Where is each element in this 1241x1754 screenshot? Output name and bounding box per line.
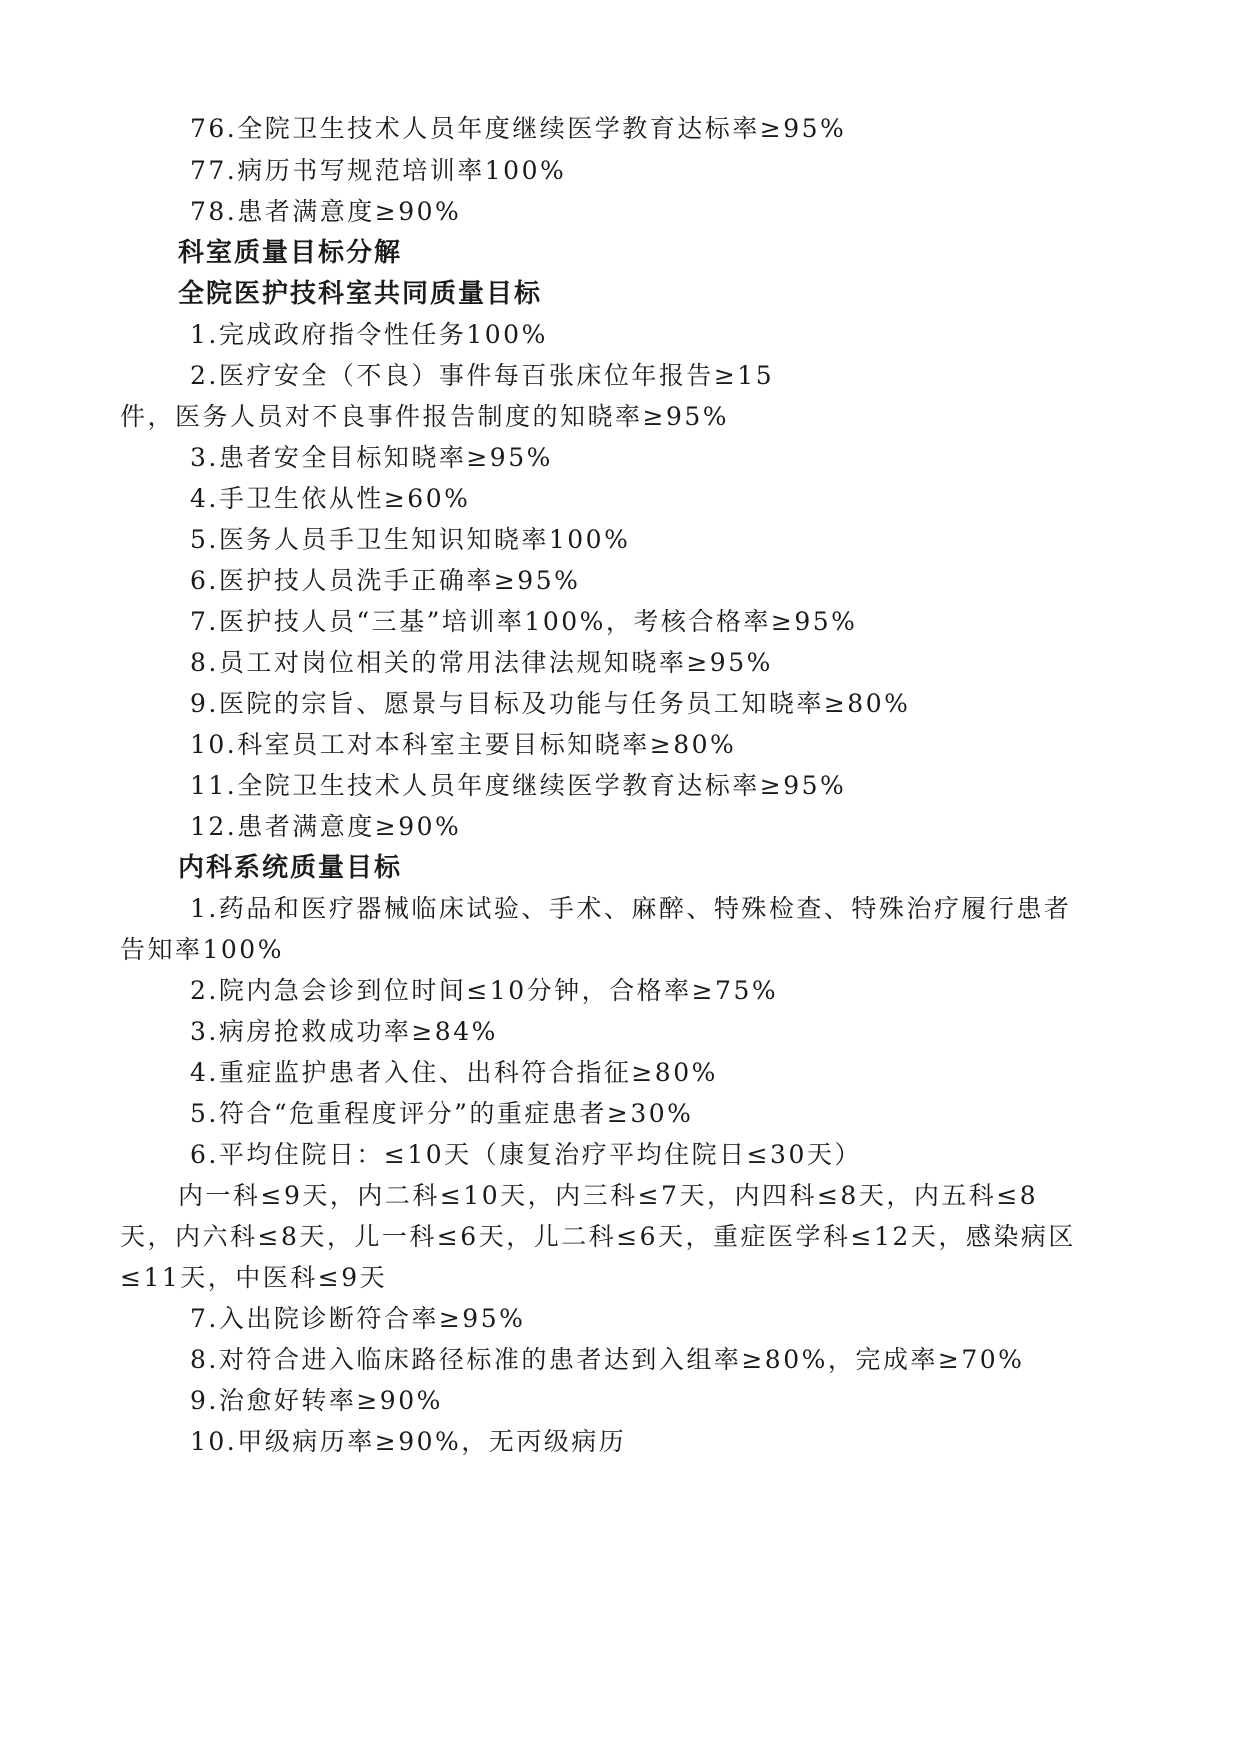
item-78: 78.患者满意度≥90%: [190, 197, 462, 226]
section-heading-internal-medicine: 内科系统质量目标: [178, 853, 403, 883]
internal-item-7: 7.入出院诊断符合率≥95%: [190, 1304, 526, 1333]
section-heading-common-goals: 全院医护技科室共同质量目标: [178, 279, 543, 309]
common-item-6: 6.医护技人员洗手正确率≥95%: [190, 566, 581, 595]
internal-item-1: 1.药品和医疗器械临床试验、手术、麻醉、特殊检查、特殊治疗履行患者: [190, 894, 1072, 923]
common-item-2-cont: 件，医务人员对不良事件报告制度的知晓率≥95%: [120, 402, 730, 431]
internal-item-1-cont: 告知率100%: [120, 935, 284, 964]
common-item-5: 5.医务人员手卫生知识知晓率100%: [190, 525, 631, 554]
common-item-3: 3.患者安全目标知晓率≥95%: [190, 443, 553, 472]
common-item-2: 2.医疗安全（不良）事件每百张床位年报告≥15: [190, 361, 775, 390]
internal-item-6-detail: 内一科≤9天，内二科≤10天，内三科≤7天，内四科≤8天，内五科≤8: [178, 1181, 1039, 1210]
item-77: 77.病历书写规范培训率100%: [190, 156, 567, 185]
internal-item-4: 4.重症监护患者入住、出科符合指征≥80%: [190, 1058, 718, 1087]
internal-item-10: 10.甲级病历率≥90%，无丙级病历: [190, 1427, 627, 1456]
common-item-10: 10.科室员工对本科室主要目标知晓率≥80%: [190, 730, 737, 759]
internal-item-5: 5.符合“危重程度评分”的重症患者≥30%: [190, 1099, 694, 1128]
section-heading-department-goals: 科室质量目标分解: [178, 238, 403, 268]
common-item-9: 9.医院的宗旨、愿景与目标及功能与任务员工知晓率≥80%: [190, 689, 911, 718]
internal-item-8: 8.对符合进入临床路径标准的患者达到入组率≥80%，完成率≥70%: [190, 1345, 1025, 1374]
internal-item-6-detail-cont: 天，内六科≤8天，儿一科≤6天，儿二科≤6天，重症医学科≤12天，感染病区: [120, 1222, 1076, 1251]
common-item-1: 1.完成政府指令性任务100%: [190, 320, 548, 349]
common-item-7: 7.医护技人员“三基”培训率100%，考核合格率≥95%: [190, 607, 858, 636]
common-item-8: 8.员工对岗位相关的常用法律法规知晓率≥95%: [190, 648, 773, 677]
internal-item-3: 3.病房抢救成功率≥84%: [190, 1017, 498, 1046]
item-76: 76.全院卫生技术人员年度继续医学教育达标率≥95%: [190, 114, 847, 143]
common-item-12: 12.患者满意度≥90%: [190, 812, 462, 841]
internal-item-6: 6.平均住院日：≤10天（康复治疗平均住院日≤30天）: [190, 1140, 862, 1169]
internal-item-9: 9.治愈好转率≥90%: [190, 1386, 443, 1415]
internal-item-2: 2.院内急会诊到位时间≤10分钟，合格率≥75%: [190, 976, 779, 1005]
internal-item-6-detail-cont2: ≤11天，中医科≤9天: [120, 1263, 388, 1292]
common-item-4: 4.手卫生依从性≥60%: [190, 484, 471, 513]
common-item-11: 11.全院卫生技术人员年度继续医学教育达标率≥95%: [190, 771, 847, 800]
